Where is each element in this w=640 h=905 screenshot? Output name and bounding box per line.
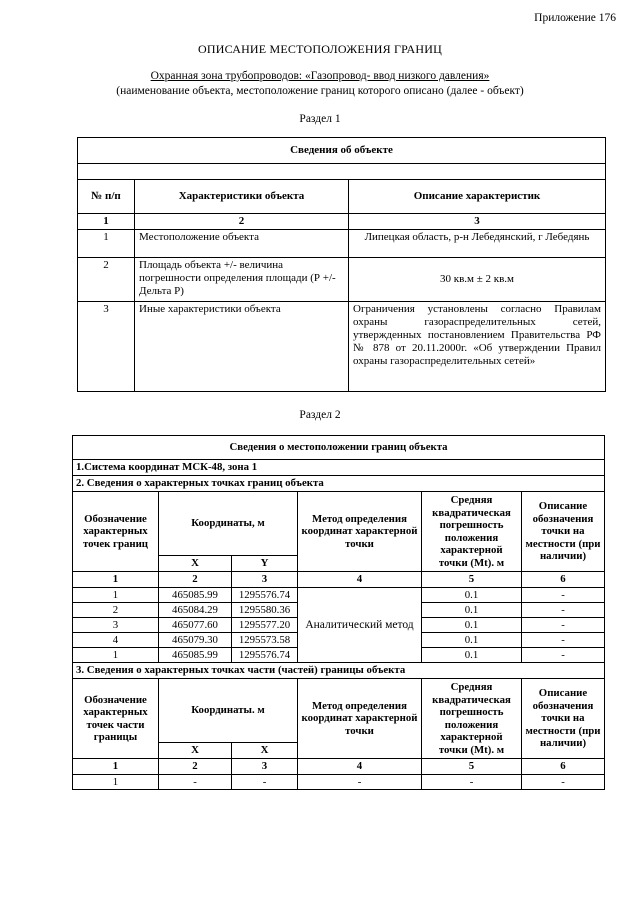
- col-number: 5: [422, 759, 522, 775]
- header-method: Метод определения координат характерной точки: [298, 492, 422, 572]
- object-name-text: Охранная зона трубопроводов: «Газопровод- ввод низкого давления»: [150, 70, 490, 82]
- point-y: 1295580.36: [232, 603, 298, 618]
- part2-title: 2. Сведения о характерных точках границ объекта: [73, 476, 605, 492]
- boundary-table: [72, 435, 605, 790]
- header-characteristics: Характеристики объекта: [135, 180, 349, 214]
- row-value: Липецкая область, р-н Лебедянский, г Лебедянь: [349, 230, 606, 258]
- row-number: 1: [78, 230, 135, 258]
- point-description: -: [522, 588, 605, 603]
- point-description: -: [522, 618, 605, 633]
- row-number: 2: [78, 258, 135, 302]
- appendix-label: Приложение 176: [534, 12, 616, 24]
- object-info-title: Сведения об объекте: [78, 138, 606, 164]
- row-value: 30 кв.м ± 2 кв.м: [349, 258, 606, 302]
- header-y: X: [232, 743, 298, 759]
- point-error: 0.1: [422, 633, 522, 648]
- col-number: 6: [522, 759, 605, 775]
- header-description: Описание характеристик: [349, 180, 606, 214]
- empty-row: [78, 164, 606, 180]
- col-number: 1: [78, 214, 135, 230]
- col-number: 2: [135, 214, 349, 230]
- point-method: -: [298, 775, 422, 790]
- point-number: 1: [73, 588, 159, 603]
- point-y: 1295576.74: [232, 648, 298, 663]
- boundary-table-title: Сведения о местоположении границ объекта: [73, 436, 605, 460]
- row-name: Местоположение объекта: [135, 230, 349, 258]
- point-description: -: [522, 775, 605, 790]
- section1-label: Раздел 1: [299, 113, 341, 125]
- header-error: Средняя квадратическая погрешность положения характерной точки (Mt). м: [422, 492, 522, 572]
- col-number: 1: [73, 759, 159, 775]
- point-number: 1: [73, 775, 159, 790]
- col-number: 4: [298, 759, 422, 775]
- point-y: -: [232, 775, 298, 790]
- header-y: Y: [232, 556, 298, 572]
- row-value: Ограничения установлены согласно Правилам охраны газораспределительных сетей, утвержденных постановлением Правительства РФ № 878 от 20.11.2000г. «Об утверждении Правил охраны газораспределительных сетей»: [349, 302, 606, 392]
- col-number: 4: [298, 572, 422, 588]
- header-number: № п/п: [78, 180, 135, 214]
- object-note: (наименование объекта, местоположение границ которого описано (далее - объект): [116, 85, 524, 97]
- point-number: 3: [73, 618, 159, 633]
- col-number: 1: [73, 572, 159, 588]
- header-method: Метод определения координат характерной точки: [298, 679, 422, 759]
- header-coords: Координаты. м: [159, 679, 298, 743]
- header-x: X: [159, 743, 232, 759]
- object-info-table: [77, 137, 606, 392]
- table-row: [78, 302, 606, 392]
- header-coords: Координаты, м: [159, 492, 298, 556]
- point-x: 465079.30: [159, 633, 232, 648]
- point-y: 1295577.20: [232, 618, 298, 633]
- table-row: [73, 775, 605, 790]
- col-number: 3: [232, 572, 298, 588]
- coord-system: 1.Система координат МСК-48, зона 1: [73, 460, 605, 476]
- document-title: ОПИСАНИЕ МЕСТОПОЛОЖЕНИЯ ГРАНИЦ: [198, 42, 442, 56]
- col-number: 5: [422, 572, 522, 588]
- point-number: 2: [73, 603, 159, 618]
- point-y: 1295576.74: [232, 588, 298, 603]
- section2-label: Раздел 2: [299, 409, 341, 421]
- col-number: 6: [522, 572, 605, 588]
- point-description: -: [522, 648, 605, 663]
- point-error: 0.1: [422, 603, 522, 618]
- part3-title: 3. Сведения о характерных точках части (частей) границы объекта: [73, 663, 605, 679]
- object-name: [0, 70, 640, 82]
- row-name: Площадь объекта +/- величина погрешности определения площади (Р +/- Дельта Р): [135, 258, 349, 302]
- point-error: -: [422, 775, 522, 790]
- method-value: Аналитический метод: [298, 588, 422, 663]
- point-number: 1: [73, 648, 159, 663]
- header-x: X: [159, 556, 232, 572]
- table-row: [78, 230, 606, 258]
- point-x: 465085.99: [159, 648, 232, 663]
- point-description: -: [522, 633, 605, 648]
- col-number: 3: [349, 214, 606, 230]
- table-row: [73, 588, 605, 603]
- point-x: 465077.60: [159, 618, 232, 633]
- header-point-description: Описание обозначения точки на местности (при наличии): [522, 679, 605, 759]
- point-error: 0.1: [422, 588, 522, 603]
- row-number: 3: [78, 302, 135, 392]
- header-designation: Обозначение характерных точек части границы: [73, 679, 159, 759]
- col-number: 2: [159, 759, 232, 775]
- header-point-description: Описание обозначения точки на местности (при наличии): [522, 492, 605, 572]
- point-number: 4: [73, 633, 159, 648]
- col-number: 3: [232, 759, 298, 775]
- header-designation: Обозначение характерных точек границ: [73, 492, 159, 572]
- point-x: 465084.29: [159, 603, 232, 618]
- row-name: Иные характеристики объекта: [135, 302, 349, 392]
- header-error: Средняя квадратическая погрешность положения характерной точки (Mt). м: [422, 679, 522, 759]
- point-y: 1295573.58: [232, 633, 298, 648]
- table-row: [78, 258, 606, 302]
- point-error: 0.1: [422, 648, 522, 663]
- col-number: 2: [159, 572, 232, 588]
- point-description: -: [522, 603, 605, 618]
- point-error: 0.1: [422, 618, 522, 633]
- point-x: 465085.99: [159, 588, 232, 603]
- point-x: -: [159, 775, 232, 790]
